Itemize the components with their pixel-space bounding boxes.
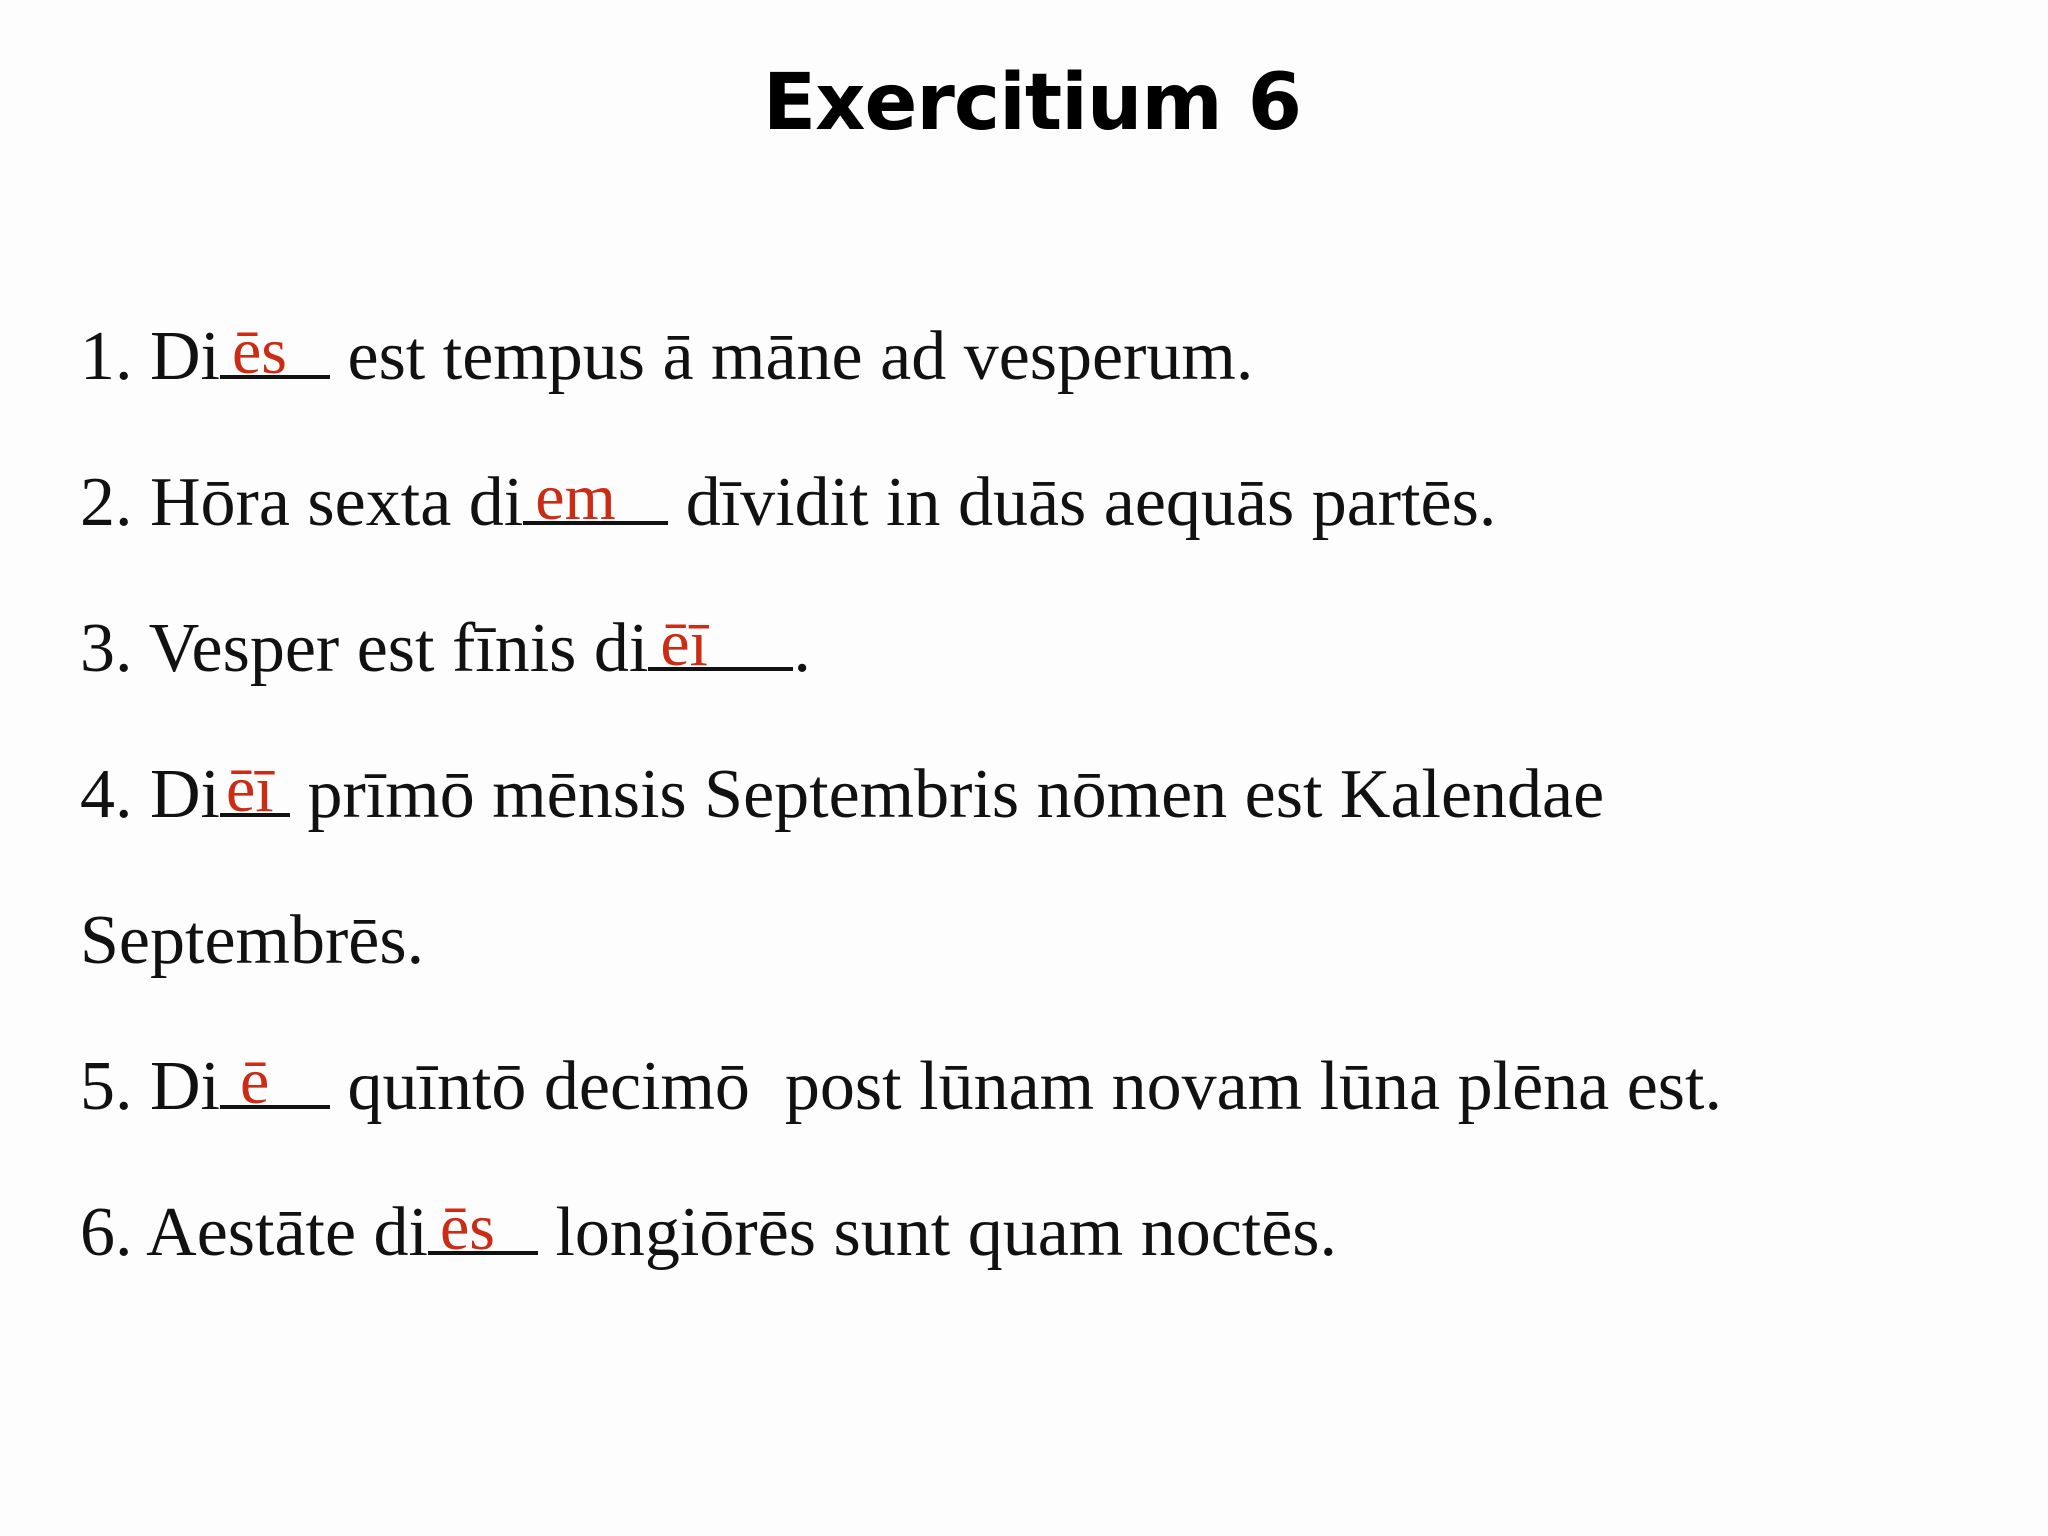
sentence-4-blank (220, 753, 290, 826)
sentence-5 (80, 1045, 1722, 1125)
slide-title: Exercitium 6 (762, 58, 1302, 148)
sentence-6-answer: ēs (439, 1191, 495, 1264)
sentence-6-suffix: longiōrēs sunt quam noctēs. (537, 1194, 1338, 1271)
sentence-3-blank (648, 607, 793, 680)
sentence-5-prefix: 5. Di (80, 1048, 220, 1125)
sentence-2 (80, 461, 1497, 541)
sentence-6 (80, 1191, 1338, 1271)
sentence-1-answer: ēs (232, 315, 287, 388)
sentence-1-blank (220, 315, 330, 388)
sentence-4-prefix: 4. Di (80, 756, 220, 833)
sentence-4-continuation: Septembrēs. (80, 902, 425, 979)
sentence-3-answer: ēī (660, 607, 709, 680)
sentence-3-suffix: . (793, 610, 811, 687)
sentence-1-suffix: est tempus ā māne ad vesperum. (330, 318, 1254, 395)
sentence-2-answer: em (535, 461, 616, 534)
sentence-2-blank (523, 461, 668, 534)
sentence-4 (80, 753, 1605, 833)
sentence-5-answer: ē (240, 1045, 270, 1118)
sentence-3 (80, 607, 811, 687)
sentence-1-prefix: 1. Di (80, 318, 220, 395)
sentence-1 (80, 315, 1254, 395)
sentence-4-answer: ēī (226, 753, 274, 826)
sentence-4-suffix: prīmō mēnsis Septembris nōmen est Kalendae (290, 756, 1605, 833)
sentence-5-blank (220, 1045, 330, 1118)
sentence-2-prefix: 2. Hōra sexta di (80, 464, 524, 541)
sentence-6-blank (428, 1191, 538, 1264)
sentence-3-prefix: 3. Vesper est fīnis di (80, 610, 649, 687)
sentence-6-prefix: 6. Aestāte di (80, 1194, 428, 1271)
sentence-2-suffix: dīvidit in duās aequās partēs. (668, 464, 1497, 541)
sentence-5-suffix: quīntō decimō post lūnam novam lūna plēna est. (330, 1048, 1722, 1125)
